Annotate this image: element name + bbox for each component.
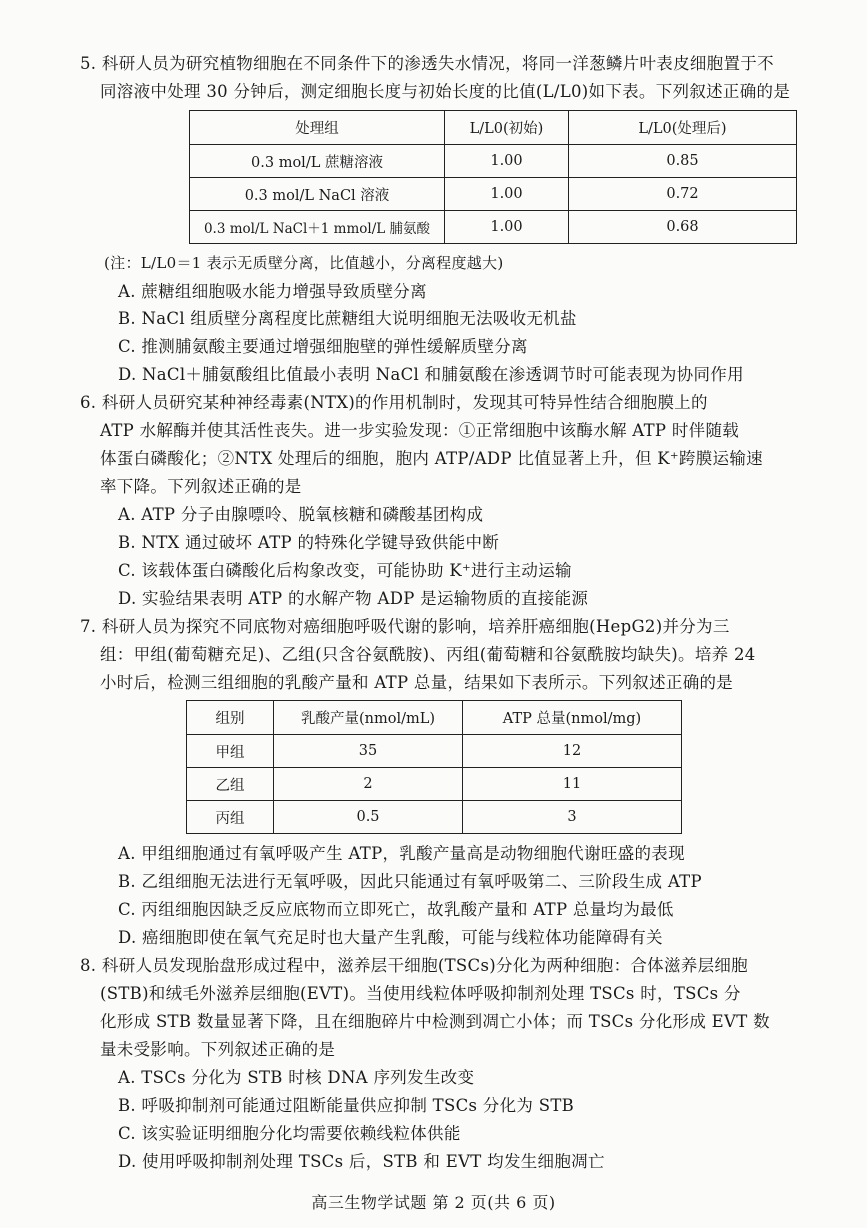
table-cell: 11 [463, 768, 682, 801]
table-header-row [190, 111, 797, 145]
table-header: 组别 [187, 701, 274, 735]
q8-option-a: A. TSCs 分化为 STB 时核 DNA 序列发生改变 [118, 1068, 475, 1087]
table-cell: 0.3 mol/L NaCl 溶液 [190, 178, 445, 211]
table-cell: 12 [463, 735, 682, 768]
q5-stem-line-1: 5. 科研人员为研究植物细胞在不同条件下的渗透失水情况，将同一洋葱鳞片叶表皮细胞置于不 [80, 54, 774, 73]
q6-stem-line-2: ATP 水解酶并使其活性丧失。进一步实验发现：①正常细胞中该酶水解 ATP 时伴随载 [100, 421, 740, 440]
q6-option-c: C. 该载体蛋白磷酸化后构象改变，可能协助 K⁺进行主动运输 [118, 561, 572, 580]
table-cell: 甲组 [187, 735, 274, 768]
q5-option-d: D. NaCl＋脯氨酸组比值最小表明 NaCl 和脯氨酸在渗透调节时可能表现为协同作用 [118, 365, 744, 384]
q8-option-b: B. 呼吸抑制剂可能通过阻断能量供应抑制 TSCs 分化为 STB [118, 1096, 575, 1115]
table-row [190, 145, 797, 178]
q8-stem-line-2: (STB)和绒毛外滋养层细胞(EVT)。当使用线粒体呼吸抑制剂处理 TSCs 时，TSCs 分 [100, 984, 741, 1003]
q6-option-b: B. NTX 通过破坏 ATP 的特殊化学键导致供能中断 [118, 533, 500, 552]
table-header: 乳酸产量(nmol/mL) [274, 701, 463, 735]
q7-option-b: B. 乙组细胞无法进行无氧呼吸，因此只能通过有氧呼吸第二、三阶段生成 ATP [118, 872, 702, 891]
table-cell: 3 [463, 801, 682, 834]
q6-stem-line-1: 6. 科研人员研究某种神经毒素(NTX)的作用机制时，发现其可特异性结合细胞膜上的 [80, 393, 708, 412]
table-header-row [187, 701, 682, 735]
table-cell: 乙组 [187, 768, 274, 801]
q6-stem-line-3: 体蛋白磷酸化；②NTX 处理后的细胞，胞内 ATP/ADP 比值显著上升，但 K⁺跨膜运输速 [100, 449, 763, 468]
table-cell: 0.3 mol/L NaCl＋1 mmol/L 脯氨酸 [190, 211, 445, 244]
q7-stem-line-2: 组：甲组(葡萄糖充足)、乙组(只含谷氨酰胺)、丙组(葡萄糖和谷氨酰胺均缺失)。培养 24 [100, 645, 756, 664]
q7-stem-line-3: 小时后，检测三组细胞的乳酸产量和 ATP 总量，结果如下表所示。下列叙述正确的是 [100, 673, 734, 692]
table-row [187, 735, 682, 768]
table-cell: 0.68 [569, 211, 797, 244]
table-cell: 0.5 [274, 801, 463, 834]
table-cell: 0.85 [569, 145, 797, 178]
table-header: 处理组 [190, 111, 445, 145]
table-cell: 2 [274, 768, 463, 801]
table-row [187, 801, 682, 834]
table-cell: 1.00 [445, 145, 569, 178]
table-header: L/L0(初始) [445, 111, 569, 145]
table-row [190, 211, 797, 244]
table-row [190, 178, 797, 211]
q8-stem-line-1: 8. 科研人员发现胎盘形成过程中，滋养层干细胞(TSCs)分化为两种细胞：合体滋养层细胞 [80, 956, 748, 975]
q8-option-c: C. 该实验证明细胞分化均需要依赖线粒体供能 [118, 1124, 461, 1143]
q7-table [186, 700, 682, 834]
table-cell: 丙组 [187, 801, 274, 834]
q5-option-a: A. 蔗糖组细胞吸水能力增强导致质壁分离 [118, 282, 427, 301]
q7-option-a: A. 甲组细胞通过有氧呼吸产生 ATP，乳酸产量高是动物细胞代谢旺盛的表现 [118, 844, 685, 863]
q5-option-c: C. 推测脯氨酸主要通过增强细胞壁的弹性缓解质壁分离 [118, 337, 528, 356]
q5-note: (注：L/L0＝1 表示无质壁分离，比值越小，分离程度越大) [104, 254, 504, 272]
table-cell: 0.72 [569, 178, 797, 211]
table-row [187, 768, 682, 801]
table-header: ATP 总量(nmol/mg) [463, 701, 682, 735]
q8-option-d: D. 使用呼吸抑制剂处理 TSCs 后，STB 和 EVT 均发生细胞凋亡 [118, 1152, 605, 1171]
table-cell: 1.00 [445, 178, 569, 211]
q8-stem-line-4: 量未受影响。下列叙述正确的是 [100, 1040, 336, 1059]
table-cell: 1.00 [445, 211, 569, 244]
q6-option-d: D. 实验结果表明 ATP 的水解产物 ADP 是运输物质的直接能源 [118, 589, 589, 608]
table-cell: 35 [274, 735, 463, 768]
q7-stem-line-1: 7. 科研人员为探究不同底物对癌细胞呼吸代谢的影响，培养肝癌细胞(HepG2)并分为三 [80, 617, 730, 636]
q6-option-a: A. ATP 分子由腺嘌呤、脱氧核糖和磷酸基团构成 [118, 505, 484, 524]
q5-table [189, 110, 797, 244]
table-header: L/L0(处理后) [569, 111, 797, 145]
page-footer: 高三生物学试题 第 2 页(共 6 页) [311, 1193, 556, 1212]
q8-stem-line-3: 化形成 STB 数量显著下降，且在细胞碎片中检测到凋亡小体；而 TSCs 分化形成 EVT 数 [100, 1012, 770, 1031]
q5-stem-line-2: 同溶液中处理 30 分钟后，测定细胞长度与初始长度的比值(L/L0)如下表。下列叙述正确的是 [100, 82, 791, 101]
table-cell: 0.3 mol/L 蔗糖溶液 [190, 145, 445, 178]
q7-option-d: D. 癌细胞即使在氧气充足时也大量产生乳酸，可能与线粒体功能障碍有关 [118, 928, 663, 947]
q7-option-c: C. 丙组细胞因缺乏反应底物而立即死亡，故乳酸产量和 ATP 总量均为最低 [118, 900, 674, 919]
q5-option-b: B. NaCl 组质壁分离程度比蔗糖组大说明细胞无法吸收无机盐 [118, 309, 577, 328]
q6-stem-line-4: 率下降。下列叙述正确的是 [100, 477, 302, 496]
